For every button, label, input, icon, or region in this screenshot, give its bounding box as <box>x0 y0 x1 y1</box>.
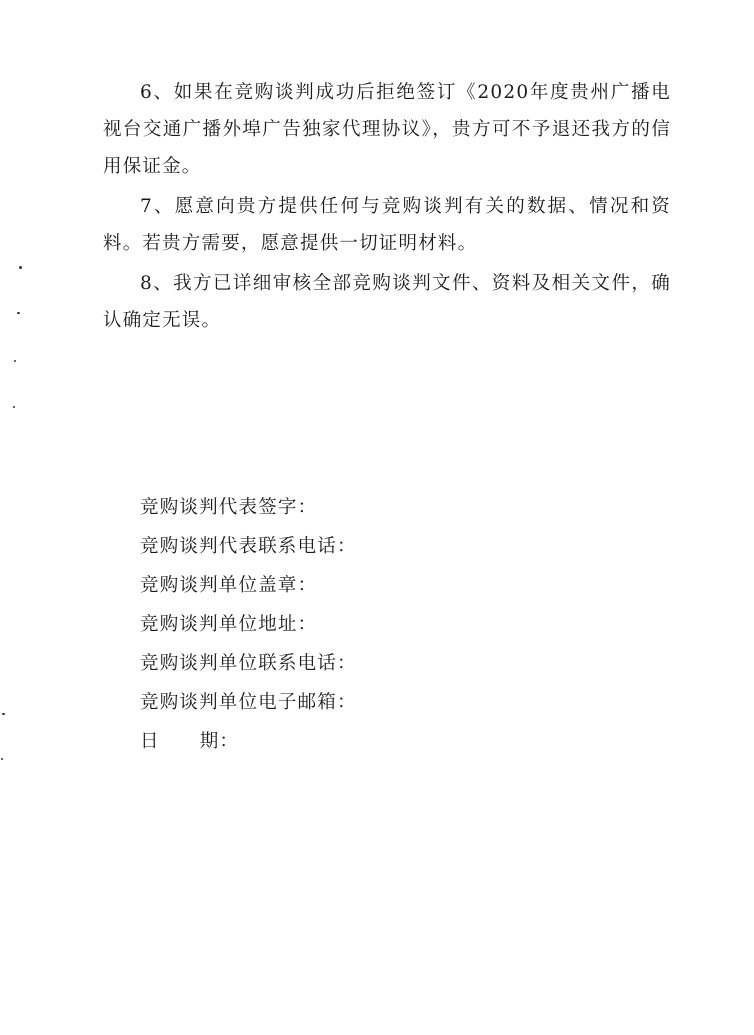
rep-phone-label: 竞购谈判代表联系电话： <box>140 536 357 557</box>
unit-seal-label: 竞购谈判单位盖章： <box>140 575 318 596</box>
date-label <box>140 722 640 761</box>
body-text <box>103 74 671 342</box>
unit-address-label: 竞购谈判单位地址： <box>140 614 318 635</box>
scan-mark <box>14 360 16 362</box>
scan-mark <box>17 312 20 314</box>
scan-mark <box>1 758 3 760</box>
date-char-1: 日 <box>140 731 160 752</box>
scan-mark <box>2 713 5 715</box>
paragraph-8: 8、我方已详细审核全部竞购谈判文件、资料及相关文件，确认确定无误。 <box>103 273 671 331</box>
scan-mark <box>13 406 15 408</box>
unit-phone-label: 竞购谈判单位联系电话： <box>140 653 357 674</box>
unit-email-label: 竞购谈判单位电子邮箱： <box>140 692 357 713</box>
rep-signature-label: 竞购谈判代表签字： <box>140 497 318 518</box>
date-char-2: 期： <box>199 731 240 752</box>
signature-fields <box>140 488 640 761</box>
scan-mark <box>19 266 22 269</box>
paragraph-6: 6、如果在竞购谈判成功后拒绝签订《2020年度贵州广播电视台交通广播外埠广告独家代理协议》，贵方可不予退还我方的信用保证金。 <box>103 82 671 177</box>
paragraph-7: 7、愿意向贵方提供任何与竞购谈判有关的数据、情况和资料。若贵方需要，愿意提供一切证明材料。 <box>103 196 671 254</box>
